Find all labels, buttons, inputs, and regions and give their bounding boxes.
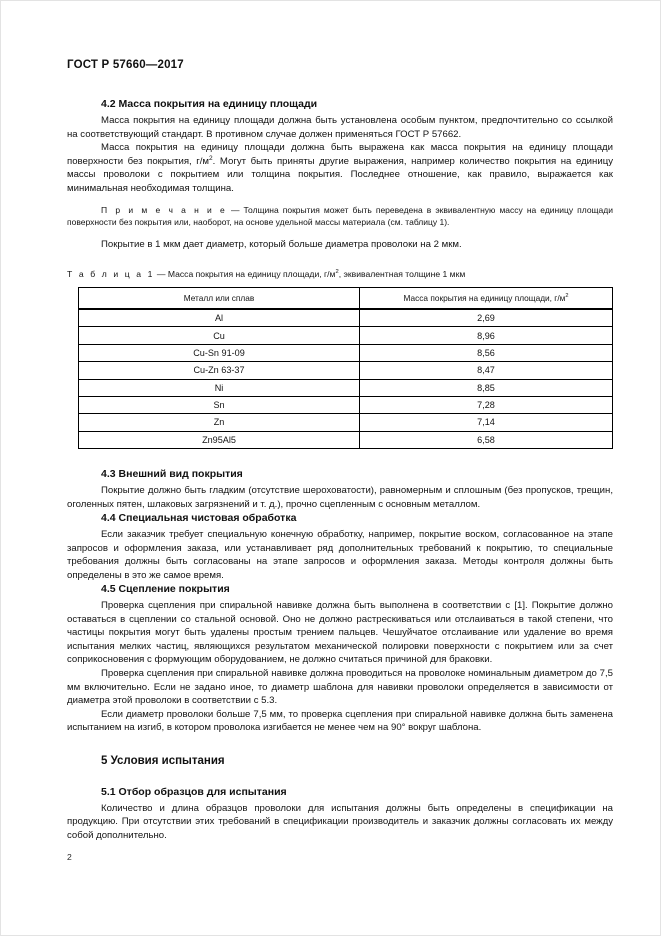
superscript-square-3: 2 bbox=[565, 293, 569, 300]
cell-material: Zn95Al5 bbox=[79, 431, 360, 448]
cell-mass: 6,58 bbox=[360, 431, 613, 448]
section-heading-5-1: 5.1 Отбор образцов для испытания bbox=[101, 785, 287, 798]
paragraph-4-2-2-part-a: Масса покрытия на единицу площади должна быть выражена как масса покрытия на единицу площади поверхности без покрытия, г/м bbox=[67, 142, 613, 167]
cell-mass: 8,85 bbox=[360, 379, 613, 396]
cell-material: Zn bbox=[79, 414, 360, 431]
paragraph-4-2-1: Масса покрытия на единицу площади должна быть установлена особым пунктом, предпочтительно со ссылкой на соответствующий стандарт. В противном случае должен применяться ГОСТ Р 57662. bbox=[67, 115, 613, 140]
page-content bbox=[67, 59, 613, 842]
table-row bbox=[79, 396, 613, 413]
table-header-mass bbox=[360, 288, 613, 310]
note-label: П р и м е ч а н и е bbox=[101, 205, 227, 216]
note-text: — Толщина покрытия может быть переведена в эквивалентную массу на единицу площади поверхности без покрытия или, наоборот, на основе удельной массы материала (см. таблицу 1). bbox=[67, 205, 613, 227]
section-heading-4-5: 4.5 Сцепление покрытия bbox=[101, 583, 230, 596]
section-heading-5: 5 Условия испытания bbox=[101, 754, 225, 767]
paragraph-4-5-1: Проверка сцепления при спиральной навивке должна быть выполнена в соответствии с [1]. Покрытие должно оставаться в сцеплении со стальной основой. Оно не должно растрескиваться или отслаиваться в такой степени, что частицы покрытия могут быть удалены простым трением пальцев. Чешуйчатое отслаивание или удаление во время испытания мелких частиц, являющихся результатом механической полировки поверхности с покрытием или за счет соприкосновения с формующим оборудованием, не должно считаться причиной для браковки. bbox=[67, 600, 613, 666]
table-row bbox=[79, 414, 613, 431]
paragraph-4-2-2-part-b: . Могут быть приняты другие выражения, например количество покрытия на единицу массы проволоки с покрытием или толщина покрытия. Последнее отношение, как правило, выражается как минимальная необходимая толщина. bbox=[67, 155, 613, 194]
table-header-material-label: Металл или сплав bbox=[183, 293, 255, 304]
section-heading-4-2: 4.2 Масса покрытия на единицу площади bbox=[101, 98, 318, 110]
superscript-square-1: 2 bbox=[209, 154, 213, 162]
table-row bbox=[79, 344, 613, 361]
table-header-mass-label: Масса покрытия на единицу площади, г/м bbox=[403, 293, 566, 304]
cell-mass: 7,28 bbox=[360, 396, 613, 413]
table-row bbox=[79, 362, 613, 379]
paragraph-4-2-2 bbox=[67, 141, 613, 195]
document-header: ГОСТ Р 57660—2017 bbox=[67, 59, 184, 71]
table-row bbox=[79, 431, 613, 448]
section-heading-4-4: 4.4 Специальная чистовая обработка bbox=[101, 512, 297, 525]
page-number: 2 bbox=[67, 852, 72, 862]
table-1-caption-text-b: , эквивалентная толщине 1 мкм bbox=[338, 269, 466, 280]
paragraph-4-5-2: Проверка сцепления при спиральной навивке должна проводиться на проволоке номинальным диаметром до 7,5 мм включительно. Если не задано иное, то диаметр шаблона для навивки проволоки определяется в зависимости от диаметра этой проволоки в соответствии с 5.3. bbox=[67, 668, 613, 707]
table-row bbox=[79, 309, 613, 327]
table-header-row bbox=[79, 288, 613, 310]
table-1-caption bbox=[67, 268, 613, 280]
section-heading-4-3: 4.3 Внешний вид покрытия bbox=[101, 468, 243, 481]
table-coating-mass bbox=[78, 287, 613, 449]
cell-mass: 7,14 bbox=[360, 414, 613, 431]
cell-material: Cu-Zn 63-37 bbox=[79, 362, 360, 379]
superscript-square-2: 2 bbox=[335, 269, 339, 276]
cell-material: Ni bbox=[79, 379, 360, 396]
paragraph-4-5-3: Если диаметр проволоки больше 7,5 мм, то проверка сцепления при спиральной навивке должна быть заменена испытанием на изгиб, в котором проволока изгибается не менее чем на 90° вокруг шаблона. bbox=[67, 708, 613, 734]
cell-material: Al bbox=[79, 309, 360, 327]
table-row bbox=[79, 327, 613, 344]
cell-material: Cu bbox=[79, 327, 360, 344]
cell-material: Cu-Sn 91-09 bbox=[79, 344, 360, 361]
cell-mass: 8,56 bbox=[360, 344, 613, 361]
cell-mass: 8,47 bbox=[360, 362, 613, 379]
cell-mass: 2,69 bbox=[360, 309, 613, 327]
table-row bbox=[79, 379, 613, 396]
cell-material: Sn bbox=[79, 396, 360, 413]
paragraph-4-2-3: Покрытие в 1 мкм дает диаметр, который больше диаметра проволоки на 2 мкм. bbox=[101, 239, 462, 251]
paragraph-4-4-1: Если заказчик требует специальную конечную обработку, например, покрытие воском, согласованное на этапе запросов и оформления заказа, или устанавливает ряд дополнительных требований к покрытию, то специальные требования должны быть согласованы на этапе запросов и оформления заказа. Методы контроля должны быть определены в это же самое время. bbox=[67, 529, 613, 581]
paragraph-5-1-1: Количество и длина образцов проволоки для испытания должны быть определены в спецификации на продукцию. При отсутствии этих требований в спецификации производитель и заказчик должны согласовать их между собой дополнительно. bbox=[67, 802, 613, 841]
note-4-2 bbox=[67, 205, 613, 228]
cell-mass: 8,96 bbox=[360, 327, 613, 344]
table-1-caption-label: Т а б л и ц а 1 bbox=[67, 269, 155, 280]
table-1-caption-text-a: — Масса покрытия на единицу площади, г/м bbox=[154, 269, 336, 280]
paragraph-4-3-1: Покрытие должно быть гладким (отсутствие шероховатости), равномерным и сплошным (без пропусков, трещин, оголенных пятен, шлаковых загрязнений и т. д.), прочно сцепленным с основным металлом. bbox=[67, 485, 613, 510]
table-header-material bbox=[79, 288, 360, 310]
